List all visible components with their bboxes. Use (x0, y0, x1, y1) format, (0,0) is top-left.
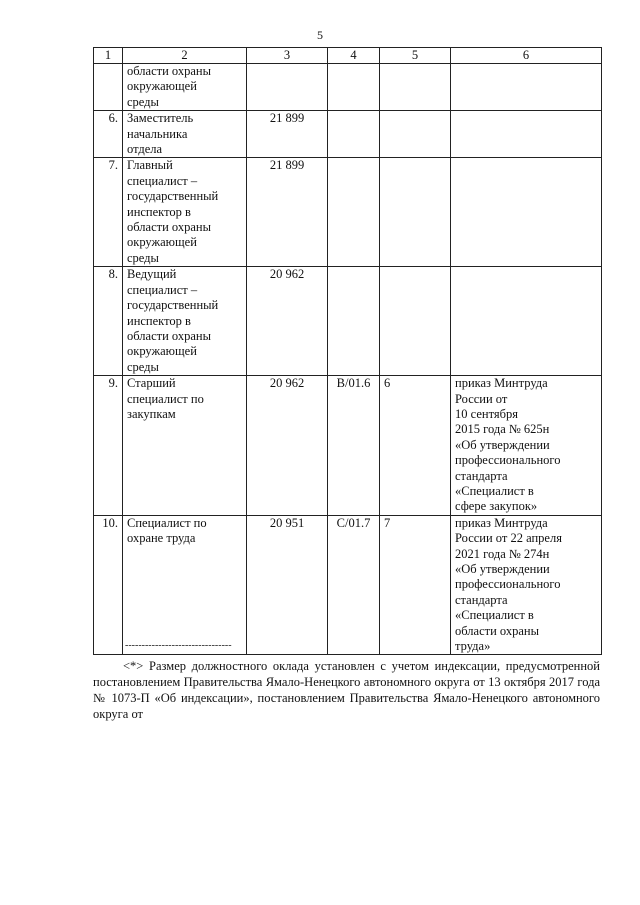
function-code: C/01.7 (328, 515, 380, 655)
standard-reference: приказ Минтруда России от 10 сентября 2015 года № 625н «Об утверждении профессионального стандарта «Специалист в сфере закупок» (451, 376, 602, 516)
table-header-row (94, 48, 602, 64)
row-number: 8. (94, 267, 123, 376)
function-code (328, 64, 380, 111)
positions-table (93, 47, 602, 655)
row-number: 10. (94, 515, 123, 655)
column-header: 6 (451, 48, 602, 64)
row-number (94, 64, 123, 111)
position-title: Специалист по охране труда (123, 515, 247, 655)
qualification-level (380, 158, 451, 267)
qualification-level: 6 (380, 376, 451, 516)
position-title: области охраны окружающей среды (123, 64, 247, 111)
function-code (328, 111, 380, 158)
table-row (94, 64, 602, 111)
standard-reference (451, 111, 602, 158)
table-row (94, 158, 602, 267)
position-title: Ведущий специалист – государственный инспектор в области охраны окружающей среды (123, 267, 247, 376)
qualification-level (380, 111, 451, 158)
footnote-separator: -------------------------------- (125, 640, 232, 651)
standard-reference (451, 64, 602, 111)
table-row (94, 515, 602, 655)
table-row (94, 267, 602, 376)
salary-value: 20 962 (247, 267, 328, 376)
footnote-text: <*> Размер должностного оклада установлен с учетом индексации, предусмотренной постановлением Правительства Ямало-Ненецкого автономного округа от 13 октября 2017 года № 1073-П «Об индексации», постановлением Правительства Ямало-Ненецкого автономного округа от (93, 658, 600, 721)
qualification-level: 7 (380, 515, 451, 655)
page-number: 5 (317, 28, 323, 42)
salary-value: 21 899 (247, 158, 328, 267)
salary-value (247, 64, 328, 111)
salary-value: 20 962 (247, 376, 328, 516)
standard-reference (451, 267, 602, 376)
position-title: Заместитель начальника отдела (123, 111, 247, 158)
function-code: B/01.6 (328, 376, 380, 516)
standard-reference (451, 158, 602, 267)
position-title: Главный специалист – государственный инспектор в области охраны окружающей среды (123, 158, 247, 267)
row-number: 7. (94, 158, 123, 267)
position-title: Старший специалист по закупкам (123, 376, 247, 516)
table-row (94, 111, 602, 158)
column-header: 3 (247, 48, 328, 64)
row-number: 9. (94, 376, 123, 516)
function-code (328, 267, 380, 376)
column-header: 4 (328, 48, 380, 64)
salary-value: 21 899 (247, 111, 328, 158)
column-header: 2 (123, 48, 247, 64)
column-header: 1 (94, 48, 123, 64)
qualification-level (380, 64, 451, 111)
standard-reference: приказ Минтруда России от 22 апреля 2021 года № 274н «Об утверждении профессионального стандарта «Специалист в области охраны труда» (451, 515, 602, 655)
salary-value: 20 951 (247, 515, 328, 655)
qualification-level (380, 267, 451, 376)
column-header: 5 (380, 48, 451, 64)
function-code (328, 158, 380, 267)
table-row (94, 376, 602, 516)
row-number: 6. (94, 111, 123, 158)
